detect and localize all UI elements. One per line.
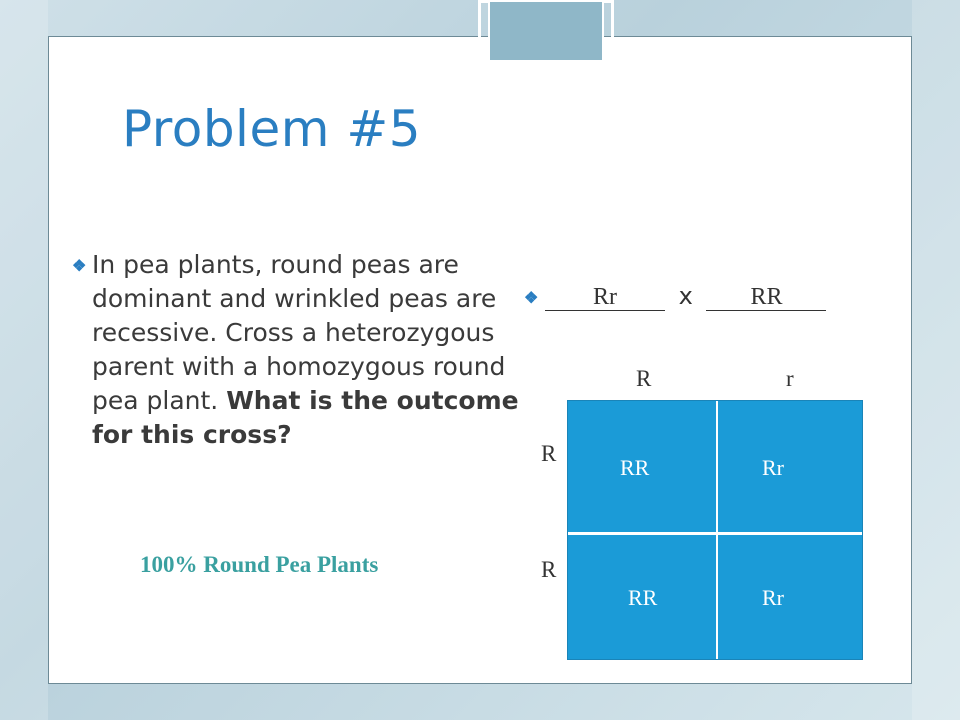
problem-question: What is the outcome for this cross? [92,386,519,449]
punnett-cell: RR [620,455,650,480]
background-shape [912,0,960,720]
parent2-genotype: RR [706,284,826,311]
parent1-genotype: Rr [545,284,665,311]
cross-operator: x [678,282,693,310]
problem-statement [92,248,522,452]
punnett-col-header: r [786,366,794,391]
answer-text: 100% Round Pea Plants [140,552,379,577]
punnett-row-header: R [541,557,557,582]
diamond-bullet-icon: ❖ [524,290,539,307]
punnett-row-header: R [541,441,557,466]
punnett-square [567,400,863,660]
cross-equation [545,282,826,311]
punnett-divider [568,532,862,535]
diamond-bullet-icon: ❖ [72,258,87,275]
punnett-cell: Rr [762,455,784,480]
punnett-cell: Rr [762,585,784,610]
decorative-block [488,0,604,62]
slide-title: Problem #5 [122,100,422,158]
punnett-cell: RR [628,585,658,610]
problem-text: In pea plants, round peas are dominant and wrinkled peas are recessive. Cross a heterozygous parent with a homozygous round pea plant. [92,250,506,415]
background-shape [0,0,48,720]
punnett-col-header: R [636,366,652,391]
punnett-divider [716,401,718,659]
